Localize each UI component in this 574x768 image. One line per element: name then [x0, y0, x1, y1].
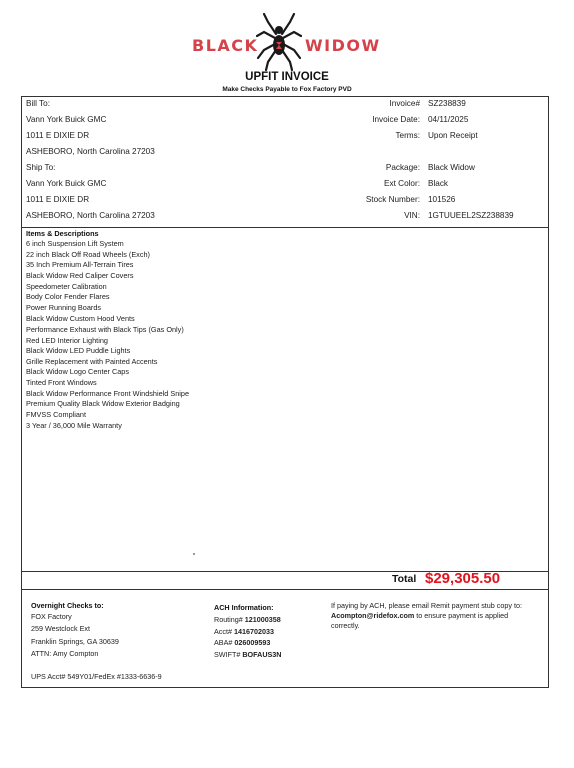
- overnight-line: FOX Factory: [31, 612, 72, 621]
- terms-label: Terms:: [395, 131, 420, 140]
- list-item: 22 inch Black Off Road Wheels (Exch): [26, 250, 150, 259]
- bill-to-address: 1011 E DIXIE DR: [26, 131, 90, 140]
- invoice-date: 04/11/2025: [428, 115, 469, 124]
- ach-routing: Routing# 121000358: [214, 615, 281, 624]
- list-item: 35 Inch Premium All-Terrain Tires: [26, 260, 134, 269]
- ach-note-line: correctly.: [331, 621, 360, 630]
- list-item: Black Widow Performance Front Windshield Snipe: [26, 389, 190, 398]
- overnight-line: ATTN: Amy Compton: [31, 649, 99, 658]
- stock-number-label: Stock Number:: [365, 195, 420, 204]
- ach-aba: ABA# 026009593: [214, 638, 271, 647]
- invoice-date-label: Invoice Date:: [372, 115, 420, 124]
- list-item: Premium Quality Black Widow Exterior Badging: [26, 399, 180, 408]
- list-item: Grille Replacement with Painted Accents: [26, 357, 158, 366]
- ach-heading: ACH Information:: [214, 603, 274, 612]
- package-label: Package:: [385, 163, 420, 172]
- ach-note-line: Acompton@ridefox.com to ensure payment is applied: [331, 611, 509, 620]
- bill-to-name: Vann York Buick GMC: [26, 115, 107, 124]
- invoice-title: UPFIT INVOICE: [245, 71, 329, 83]
- list-item: Black Widow Logo Center Caps: [26, 367, 130, 376]
- ext-color-label: Ext Color:: [384, 179, 420, 188]
- list-item: Performance Exhaust with Black Tips (Gas Only): [26, 325, 184, 334]
- ship-to-address: 1011 E DIXIE DR: [26, 195, 90, 204]
- list-item: Black Widow Red Caliper Covers: [26, 271, 134, 280]
- overnight-line: 259 Westclock Ext: [31, 624, 90, 633]
- vin-label: VIN:: [404, 211, 420, 220]
- bill-to-label: Bill To:: [26, 99, 50, 108]
- list-item: Power Running Boards: [26, 303, 102, 312]
- remit-email: Acompton@ridefox.com: [331, 611, 415, 620]
- total-label: Total: [392, 573, 417, 585]
- shipping-accounts: UPS Acct# 549Y01/FedEx #1333-6636-9: [31, 672, 162, 681]
- terms-value: Upon Receipt: [428, 131, 478, 140]
- logo-word-left: BLACK: [192, 36, 259, 55]
- list-item: Black Widow LED Puddle Lights: [26, 346, 131, 355]
- logo-word-right: WIDOW: [305, 36, 381, 55]
- list-item: Black Widow Custom Hood Vents: [26, 314, 135, 323]
- invoice-number: SZ238839: [428, 99, 466, 108]
- overnight-line: Franklin Springs, GA 30639: [31, 637, 119, 646]
- list-item: Red LED Interior Lighting: [26, 336, 108, 345]
- invoice-subtitle: Make Checks Payable to Fox Factory PVD: [222, 86, 352, 93]
- stock-number-value: 101526: [428, 195, 456, 204]
- list-item: 3 Year / 36,000 Mile Warranty: [26, 421, 122, 430]
- ach-note-line: If paying by ACH, please email Remit payment stub copy to:: [331, 601, 522, 610]
- ach-swift: SWIFT# BOFAUS3N: [214, 650, 282, 659]
- bill-to-city: ASHEBORO, North Carolina 27203: [26, 147, 155, 156]
- spider-icon: [256, 12, 302, 72]
- scan-speck: [193, 553, 195, 555]
- list-item: Body Color Fender Flares: [26, 292, 110, 301]
- ext-color-value: Black: [428, 179, 449, 188]
- ship-to-city: ASHEBORO, North Carolina 27203: [26, 211, 155, 220]
- list-item: Speedometer Calibration: [26, 282, 107, 291]
- list-item: 6 inch Suspension Lift System: [26, 239, 124, 248]
- overnight-heading: Overnight Checks to:: [31, 601, 104, 610]
- items-heading: Items & Descriptions: [26, 229, 99, 238]
- list-item: FMVSS Compliant: [26, 410, 87, 419]
- ship-to-name: Vann York Buick GMC: [26, 179, 107, 188]
- ship-to-label: Ship To:: [26, 163, 56, 172]
- list-item: Tinted Front Windows: [26, 378, 97, 387]
- ach-account: Acct# 1416702033: [214, 627, 274, 636]
- invoice-number-label: Invoice#: [389, 99, 420, 108]
- total-value: $29,305.50: [425, 570, 501, 587]
- brand-logo: [0, 6, 574, 70]
- vin-value: 1GTUUEEL2SZ238839: [428, 211, 514, 220]
- package-value: Black Widow: [428, 163, 475, 172]
